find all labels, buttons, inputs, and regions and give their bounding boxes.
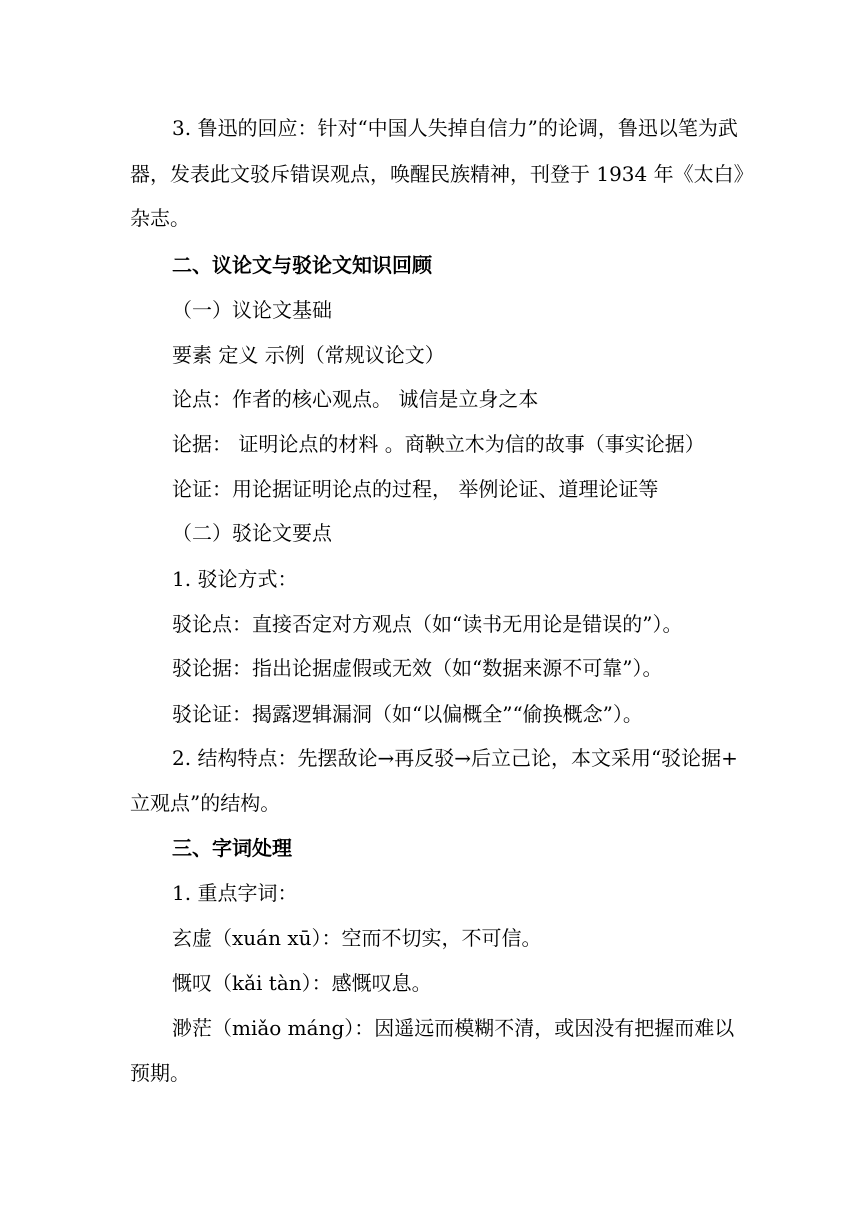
row-reasoning: 论证：用论据证明论点的过程， 举例论证、道理论证等	[172, 477, 659, 501]
section-heading-argument-review: 二、议论文与驳论文知识回顾	[172, 253, 432, 277]
word-entry-kaitan: 慨叹（kǎi tàn）：感慨叹息。	[172, 971, 432, 995]
subheading-argument-basics: （一）议论文基础	[172, 298, 332, 322]
word-entry-miaomang-line1: 渺茫（miǎo máng）：因遥远而模糊不清，或因没有把握而难以	[172, 1016, 735, 1040]
rebut-thesis-line: 驳论点：直接否定对方观点（如“读书无用论是错误的”）。	[172, 612, 683, 636]
structure-feature-line2: 立观点”的结构。	[130, 791, 281, 815]
subheading-rebuttal-points: （二）驳论文要点	[172, 521, 332, 545]
paragraph-luxun-response-line1: 3. 鲁迅的回应：针对“中国人失掉自信力”的论调，鲁迅以笔为武	[172, 116, 738, 140]
list-item-key-words: 1. 重点字词：	[172, 881, 298, 905]
rebut-reasoning-line: 驳论证：揭露逻辑漏洞（如“以偏概全”“偷换概念”）。	[172, 702, 643, 726]
rebut-evidence-line: 驳论据：指出论据虚假或无效（如“数据来源不可靠”）。	[172, 656, 663, 680]
structure-feature-line1: 2. 结构特点：先摆敌论→再反驳→后立己论，本文采用“驳论据+	[172, 746, 738, 770]
section-heading-vocabulary: 三、字词处理	[172, 836, 292, 860]
paragraph-luxun-response-line3: 杂志。	[130, 206, 190, 230]
paragraph-luxun-response-line2: 器，发表此文驳斥错误观点，唤醒民族精神，刊登于 1934 年《太白》	[130, 162, 754, 186]
table-header-row: 要素 定义 示例（常规议论文）	[172, 343, 445, 367]
list-item-rebuttal-methods: 1. 驳论方式：	[172, 567, 298, 591]
row-evidence: 论据： 证明论点的材料 。商鞅立木为信的故事（事实论据）	[172, 432, 705, 456]
word-entry-miaomang-line2: 预期。	[130, 1061, 190, 1085]
word-entry-xuanxu: 玄虚（xuán xū）：空而不切实，不可信。	[172, 926, 542, 950]
row-thesis: 论点：作者的核心观点。 诚信是立身之本	[172, 387, 539, 411]
